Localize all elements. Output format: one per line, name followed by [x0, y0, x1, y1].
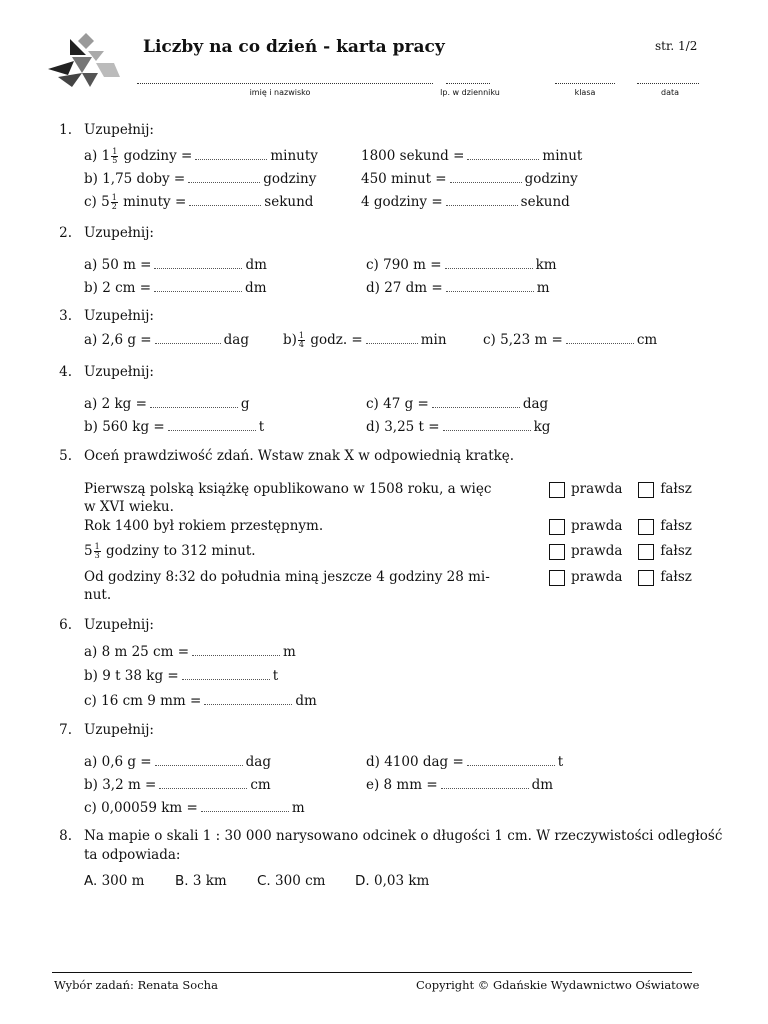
exercise-1c: c) 5 $\frac{1}{2}$ minuty = sekund	[84, 193, 314, 211]
answer-blank[interactable]	[446, 192, 518, 206]
answer-blank[interactable]	[566, 330, 634, 344]
exercise-4b: b) 560 kg = t	[84, 419, 265, 435]
answer-blank[interactable]	[432, 394, 520, 408]
publisher-logo-icon	[48, 33, 120, 88]
exercise-7a: a) 0,6 g = dag	[84, 754, 271, 770]
question-instruction: Uzupełnij:	[84, 225, 154, 241]
answer-blank[interactable]	[154, 255, 242, 269]
question-instruction: Uzupełnij:	[84, 308, 154, 324]
answer-blank[interactable]	[150, 394, 238, 408]
statement-4-line2: nut.	[84, 587, 112, 603]
true-checkbox[interactable]	[549, 570, 565, 586]
exercise-1e: 450 minut = godziny	[361, 171, 578, 187]
answer-blank[interactable]	[201, 798, 289, 812]
footer-author: Wybór zadań: Renata Socha	[54, 978, 218, 992]
answer-row-3: prawda fałsz	[549, 543, 692, 560]
question-instruction: Oceń prawdziwość zdań. Wstaw znak X w odpowiednią kratkę.	[84, 448, 515, 464]
answer-blank[interactable]	[445, 255, 533, 269]
answer-blank[interactable]	[450, 169, 522, 183]
answer-blank[interactable]	[154, 278, 242, 292]
answer-blank[interactable]	[195, 146, 267, 160]
false-checkbox[interactable]	[638, 544, 654, 560]
class-field[interactable]	[555, 73, 615, 84]
option-c[interactable]: C. 300 cm	[257, 873, 326, 889]
option-b[interactable]: B. 3 km	[175, 873, 227, 889]
exercise-2a: a) 50 m = dm	[84, 257, 267, 273]
date-field[interactable]	[637, 73, 699, 84]
exercise-1f: 4 godziny = sekund	[361, 194, 570, 210]
question-number: 2.	[59, 225, 72, 241]
answer-blank[interactable]	[159, 775, 247, 789]
footer-copyright: Copyright © Gdańskie Wydawnictwo Oświatowe	[416, 978, 700, 992]
question-number: 3.	[59, 308, 72, 324]
false-checkbox[interactable]	[638, 570, 654, 586]
true-checkbox[interactable]	[549, 482, 565, 498]
exercise-1b: b) 1,75 doby = godziny	[84, 171, 317, 187]
question-number: 7.	[59, 722, 72, 738]
answer-blank[interactable]	[188, 169, 260, 183]
page-number: str. 1/2	[655, 39, 698, 53]
exercise-7b: b) 3,2 m = cm	[84, 777, 271, 793]
worksheet-title: Liczby na co dzień - karta pracy	[143, 37, 445, 57]
exercise-4a: a) 2 kg = g	[84, 396, 250, 412]
name-label: imię i nazwisko	[249, 88, 311, 97]
exercise-7e: e) 8 mm = dm	[366, 777, 554, 793]
exercise-4c: c) 47 g = dag	[366, 396, 549, 412]
answer-row-4: prawda fałsz	[549, 569, 692, 586]
exercise-3a: a) 2,6 g = dag	[84, 332, 249, 348]
exercise-3c: c) 5,23 m = cm	[483, 332, 658, 348]
exercise-1a: a) 1 $\frac{1}{5}$ godziny = minuty	[84, 147, 318, 165]
class-number-field[interactable]	[446, 73, 490, 84]
option-a[interactable]: A. 300 m	[84, 873, 145, 889]
question-text-line1: Na mapie o skali 1 : 30 000 narysowano odcinek o długości 1 cm. W rzeczywistości odległość	[84, 828, 723, 844]
answer-blank[interactable]	[189, 192, 261, 206]
exercise-7c: c) 0,00059 km = m	[84, 800, 305, 816]
answer-blank[interactable]	[443, 417, 531, 431]
false-checkbox[interactable]	[638, 482, 654, 498]
answer-blank[interactable]	[467, 752, 555, 766]
option-d[interactable]: D. 0,03 km	[355, 873, 430, 889]
true-checkbox[interactable]	[549, 519, 565, 535]
question-instruction: Uzupełnij:	[84, 122, 154, 138]
question-number: 1.	[59, 122, 72, 138]
answer-row-1: prawda fałsz	[549, 481, 692, 498]
question-number: 6.	[59, 617, 72, 633]
answer-blank[interactable]	[155, 330, 221, 344]
question-instruction: Uzupełnij:	[84, 722, 154, 738]
exercise-6b: b) 9 t 38 kg = t	[84, 668, 279, 684]
class-number-label: lp. w dzienniku	[440, 88, 500, 97]
exercise-4d: d) 3,25 t = kg	[366, 419, 551, 435]
answer-blank[interactable]	[192, 642, 280, 656]
statement-4-line1: Od godziny 8:32 do południa miną jeszcze 4 godziny 28 mi-	[84, 569, 490, 585]
question-text-line2: ta odpowiada:	[84, 847, 181, 863]
name-field[interactable]	[137, 73, 433, 84]
question-number: 4.	[59, 364, 72, 380]
question-number: 5.	[59, 448, 72, 464]
statement-1-line2: w XVI wieku.	[84, 499, 174, 515]
class-label: klasa	[574, 88, 596, 97]
question-number: 8.	[59, 828, 72, 844]
exercise-2c: c) 790 m = km	[366, 257, 557, 273]
statement-2: Rok 1400 był rokiem przestępnym.	[84, 518, 324, 534]
exercise-2d: d) 27 dm = m	[366, 280, 550, 296]
answer-row-2: prawda fałsz	[549, 518, 692, 535]
answer-blank[interactable]	[446, 278, 534, 292]
answer-blank[interactable]	[168, 417, 256, 431]
date-label: data	[660, 88, 680, 97]
answer-blank[interactable]	[467, 146, 539, 160]
exercise-3b: b) $\frac{1}{4}$ godz. = min	[283, 331, 447, 349]
true-checkbox[interactable]	[549, 544, 565, 560]
exercise-1d: 1800 sekund = minut	[361, 148, 583, 164]
exercise-7d: d) 4100 dag = t	[366, 754, 564, 770]
statement-3: 5 $\frac{1}{3}$ godziny to 312 minut.	[84, 542, 256, 560]
statement-1-line1: Pierwszą polską książkę opublikowano w 1508 roku, a więc	[84, 481, 492, 497]
exercise-2b: b) 2 cm = dm	[84, 280, 267, 296]
exercise-6a: a) 8 m 25 cm = m	[84, 644, 296, 660]
answer-blank[interactable]	[441, 775, 529, 789]
answer-blank[interactable]	[182, 666, 270, 680]
false-checkbox[interactable]	[638, 519, 654, 535]
answer-blank[interactable]	[204, 691, 292, 705]
exercise-6c: c) 16 cm 9 mm = dm	[84, 693, 317, 709]
footer-divider	[52, 972, 692, 973]
answer-blank[interactable]	[155, 752, 243, 766]
question-instruction: Uzupełnij:	[84, 617, 154, 633]
question-instruction: Uzupełnij:	[84, 364, 154, 380]
answer-blank[interactable]	[366, 330, 418, 344]
